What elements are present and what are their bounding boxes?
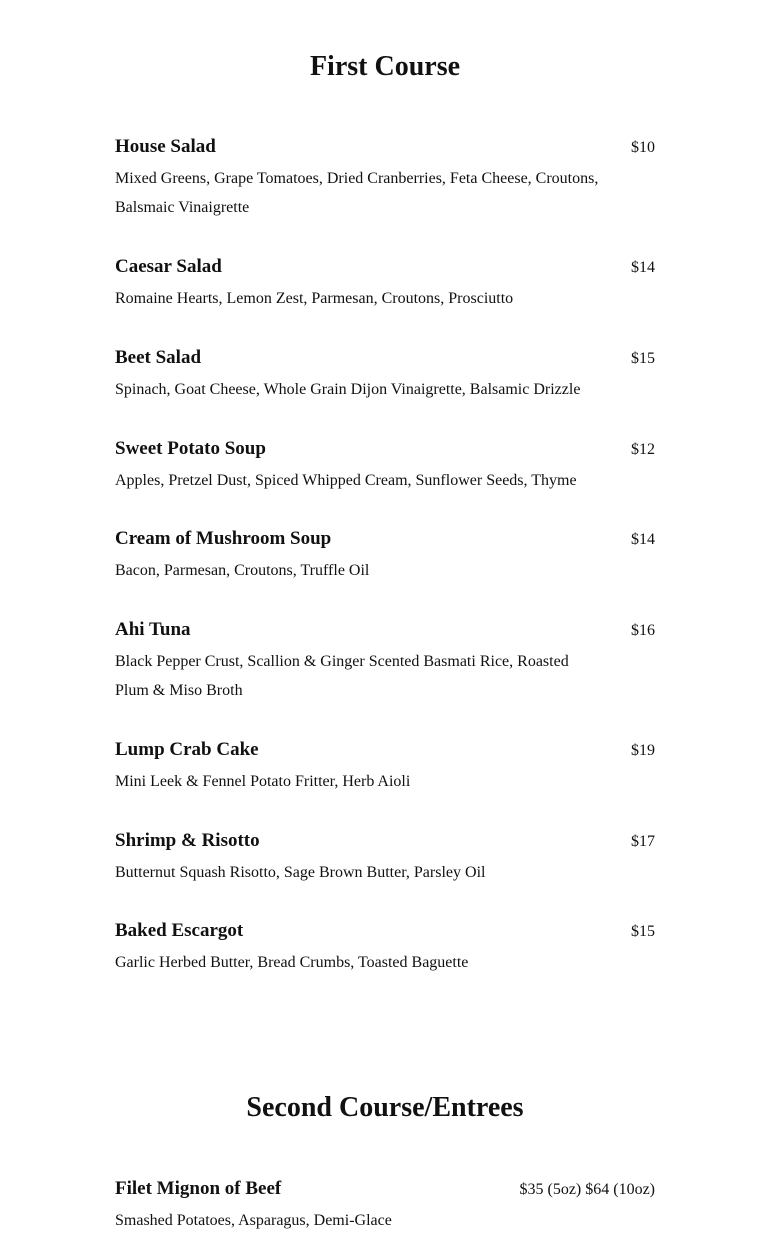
item-name: Ahi Tuna [115, 619, 191, 640]
item-description: Romaine Hearts, Lemon Zest, Parmesan, Croutons, Prosciutto [115, 290, 514, 307]
item-name: Baked Escargot [115, 920, 244, 941]
item-price: $14 [631, 259, 655, 276]
section-title-second-course: Second Course/Entrees [246, 1092, 524, 1123]
item-price: $19 [631, 742, 655, 759]
item-name: Beet Salad [115, 347, 202, 368]
item-description: Butternut Squash Risotto, Sage Brown Butter, Parsley Oil [115, 864, 486, 881]
item-name: Filet Mignon of Beef [115, 1178, 282, 1199]
item-name: Cream of Mushroom Soup [115, 528, 332, 549]
item-price: $17 [631, 833, 655, 850]
item-name: House Salad [115, 136, 216, 157]
item-price: $35 (5oz) $64 (10oz) [519, 1181, 655, 1198]
item-name: Caesar Salad [115, 256, 222, 277]
item-description: Mini Leek & Fennel Potato Fritter, Herb Aioli [115, 773, 411, 790]
item-price: $16 [631, 622, 655, 639]
item-price: $15 [631, 350, 655, 367]
item-description: Bacon, Parmesan, Croutons, Truffle Oil [115, 562, 370, 579]
item-description: Smashed Potatoes, Asparagus, Demi-Glace [115, 1212, 392, 1229]
item-description: Spinach, Goat Cheese, Whole Grain Dijon Vinaigrette, Balsamic Drizzle [115, 381, 581, 398]
item-description: Apples, Pretzel Dust, Spiced Whipped Cream, Sunflower Seeds, Thyme [115, 472, 577, 489]
item-description: Garlic Herbed Butter, Bread Crumbs, Toasted Baguette [115, 954, 469, 971]
item-name: Lump Crab Cake [115, 739, 259, 760]
item-description: Black Pepper Crust, Scallion & Ginger Scented Basmati Rice, Roasted Plum & Miso Broth [115, 653, 569, 699]
item-price: $15 [631, 923, 655, 940]
item-name: Shrimp & Risotto [115, 830, 260, 851]
item-name: Sweet Potato Soup [115, 438, 266, 459]
item-price: $14 [631, 531, 655, 548]
section-title-first-course: First Course [309, 51, 461, 82]
item-price: $12 [631, 441, 655, 458]
item-description: Mixed Greens, Grape Tomatoes, Dried Cranberries, Feta Cheese, Croutons, Balsmaic Vinaigrette [115, 170, 599, 216]
item-price: $10 [631, 139, 655, 156]
